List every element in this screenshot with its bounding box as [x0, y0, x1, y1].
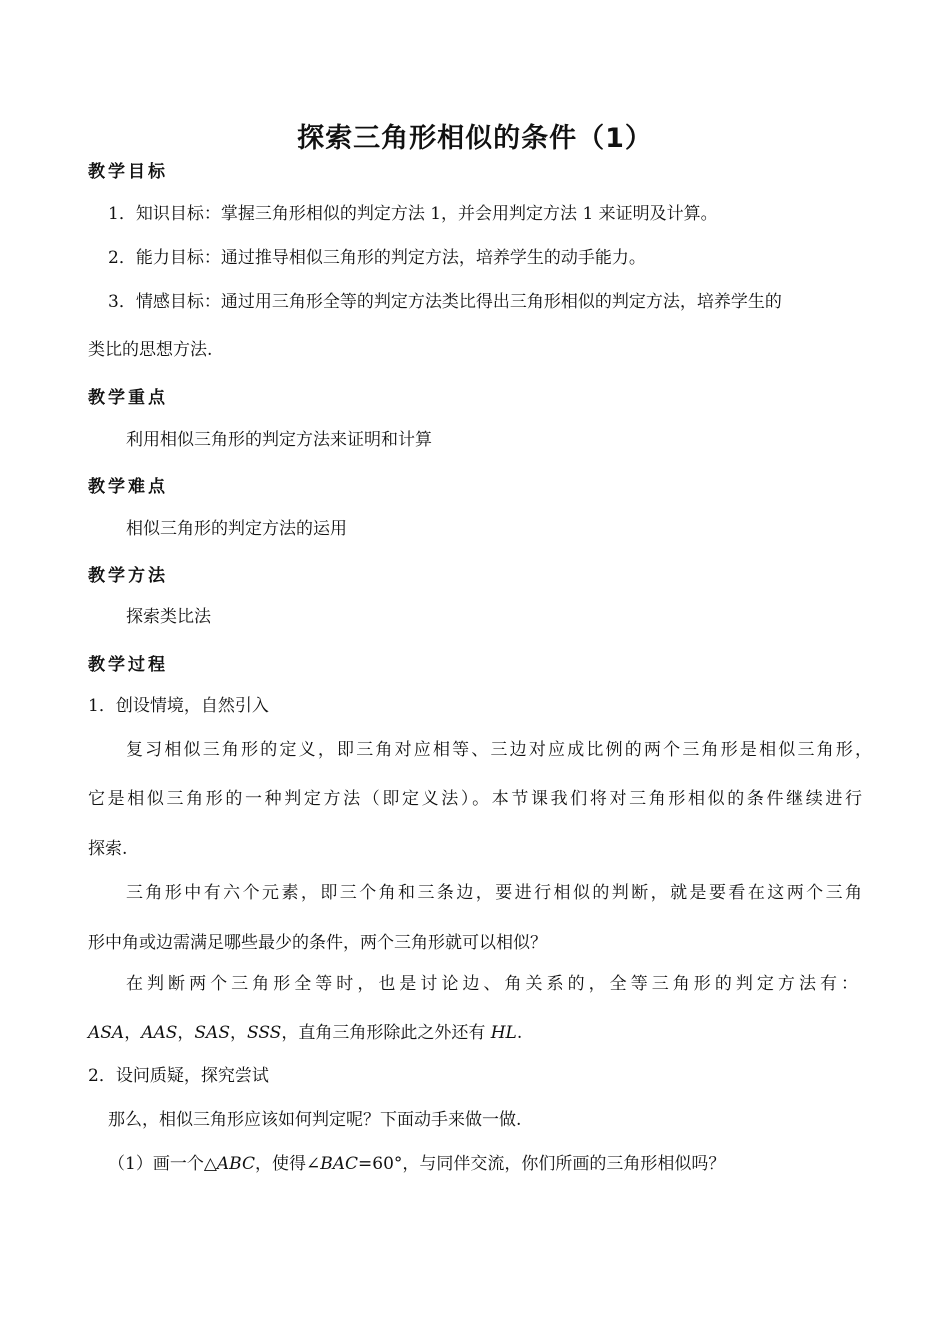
page-title: 探索三角形相似的条件（1）: [297, 123, 653, 154]
congruence-paragraph-line2: [88, 1021, 522, 1045]
period: .: [516, 1023, 523, 1043]
hl-term: HL: [490, 1023, 517, 1043]
objective-emotion: 3．情感目标：通过用三角形全等的判定方法类比得出三角形相似的判定方法，培养学生的: [108, 292, 782, 312]
congruence-paragraph-line1: 在判断两个三角形全等时，也是讨论边、角关系的，全等三角形的判定方法有：: [126, 974, 858, 994]
question-intro: 那么，相似三角形应该如何判定呢？下面动手来做一做.: [108, 1110, 522, 1130]
sss-term: SSS: [246, 1023, 282, 1043]
question-1-mid: ，使得∠: [254, 1154, 321, 1174]
review-paragraph-line3: 探索.: [88, 839, 128, 859]
step2-title: 2．设问质疑，探究尝试: [88, 1066, 269, 1086]
objective-knowledge: 1．知识目标：掌握三角形相似的判定方法 1，并会用判定方法 1 来证明及计算。: [108, 204, 718, 224]
elements-paragraph-line1: 三角形中有六个元素，即三个角和三条边，要进行相似的判断，就是要看在这两个三角: [126, 883, 862, 903]
aas-term: AAS: [141, 1023, 178, 1043]
triangle-abc: ABC: [216, 1154, 255, 1174]
separator: ，: [229, 1023, 247, 1043]
separator: ，: [124, 1023, 142, 1043]
process-heading: 教学过程: [88, 655, 168, 675]
angle-bac: BAC: [320, 1154, 359, 1174]
asa-term: ASA: [88, 1023, 125, 1043]
key-points-text: 利用相似三角形的判定方法来证明和计算: [126, 430, 432, 450]
review-paragraph-line2: 它是相似三角形的一种判定方法（即定义法）。本节课我们将对三角形相似的条件继续进行: [88, 789, 862, 809]
sas-term: SAS: [194, 1023, 230, 1043]
question-1-prefix: （1）画一个△: [108, 1154, 217, 1174]
question-1: [108, 1152, 725, 1176]
review-paragraph-line1: 复习相似三角形的定义，即三角对应相等、三边对应成比例的两个三角形是相似三角形，: [126, 740, 872, 760]
right-triangle-text: ，直角三角形除此之外还有: [281, 1023, 491, 1043]
difficulties-text: 相似三角形的判定方法的运用: [126, 519, 347, 539]
objectives-heading: 教学目标: [88, 162, 168, 182]
method-heading: 教学方法: [88, 566, 168, 586]
objective-ability: 2．能力目标：通过推导相似三角形的判定方法，培养学生的动手能力。: [108, 248, 646, 268]
key-points-heading: 教学重点: [88, 388, 168, 408]
difficulties-heading: 教学难点: [88, 477, 168, 497]
method-text: 探索类比法: [126, 607, 211, 627]
elements-paragraph-line2: 形中角或边需满足哪些最少的条件，两个三角形就可以相似？: [88, 933, 547, 953]
separator: ，: [177, 1023, 195, 1043]
question-1-rest: =60°，与同伴交流，你们所画的三角形相似吗？: [358, 1154, 726, 1174]
objective-emotion-cont: 类比的思想方法.: [88, 340, 213, 360]
step1-title: 1．创设情境，自然引入: [88, 696, 269, 716]
